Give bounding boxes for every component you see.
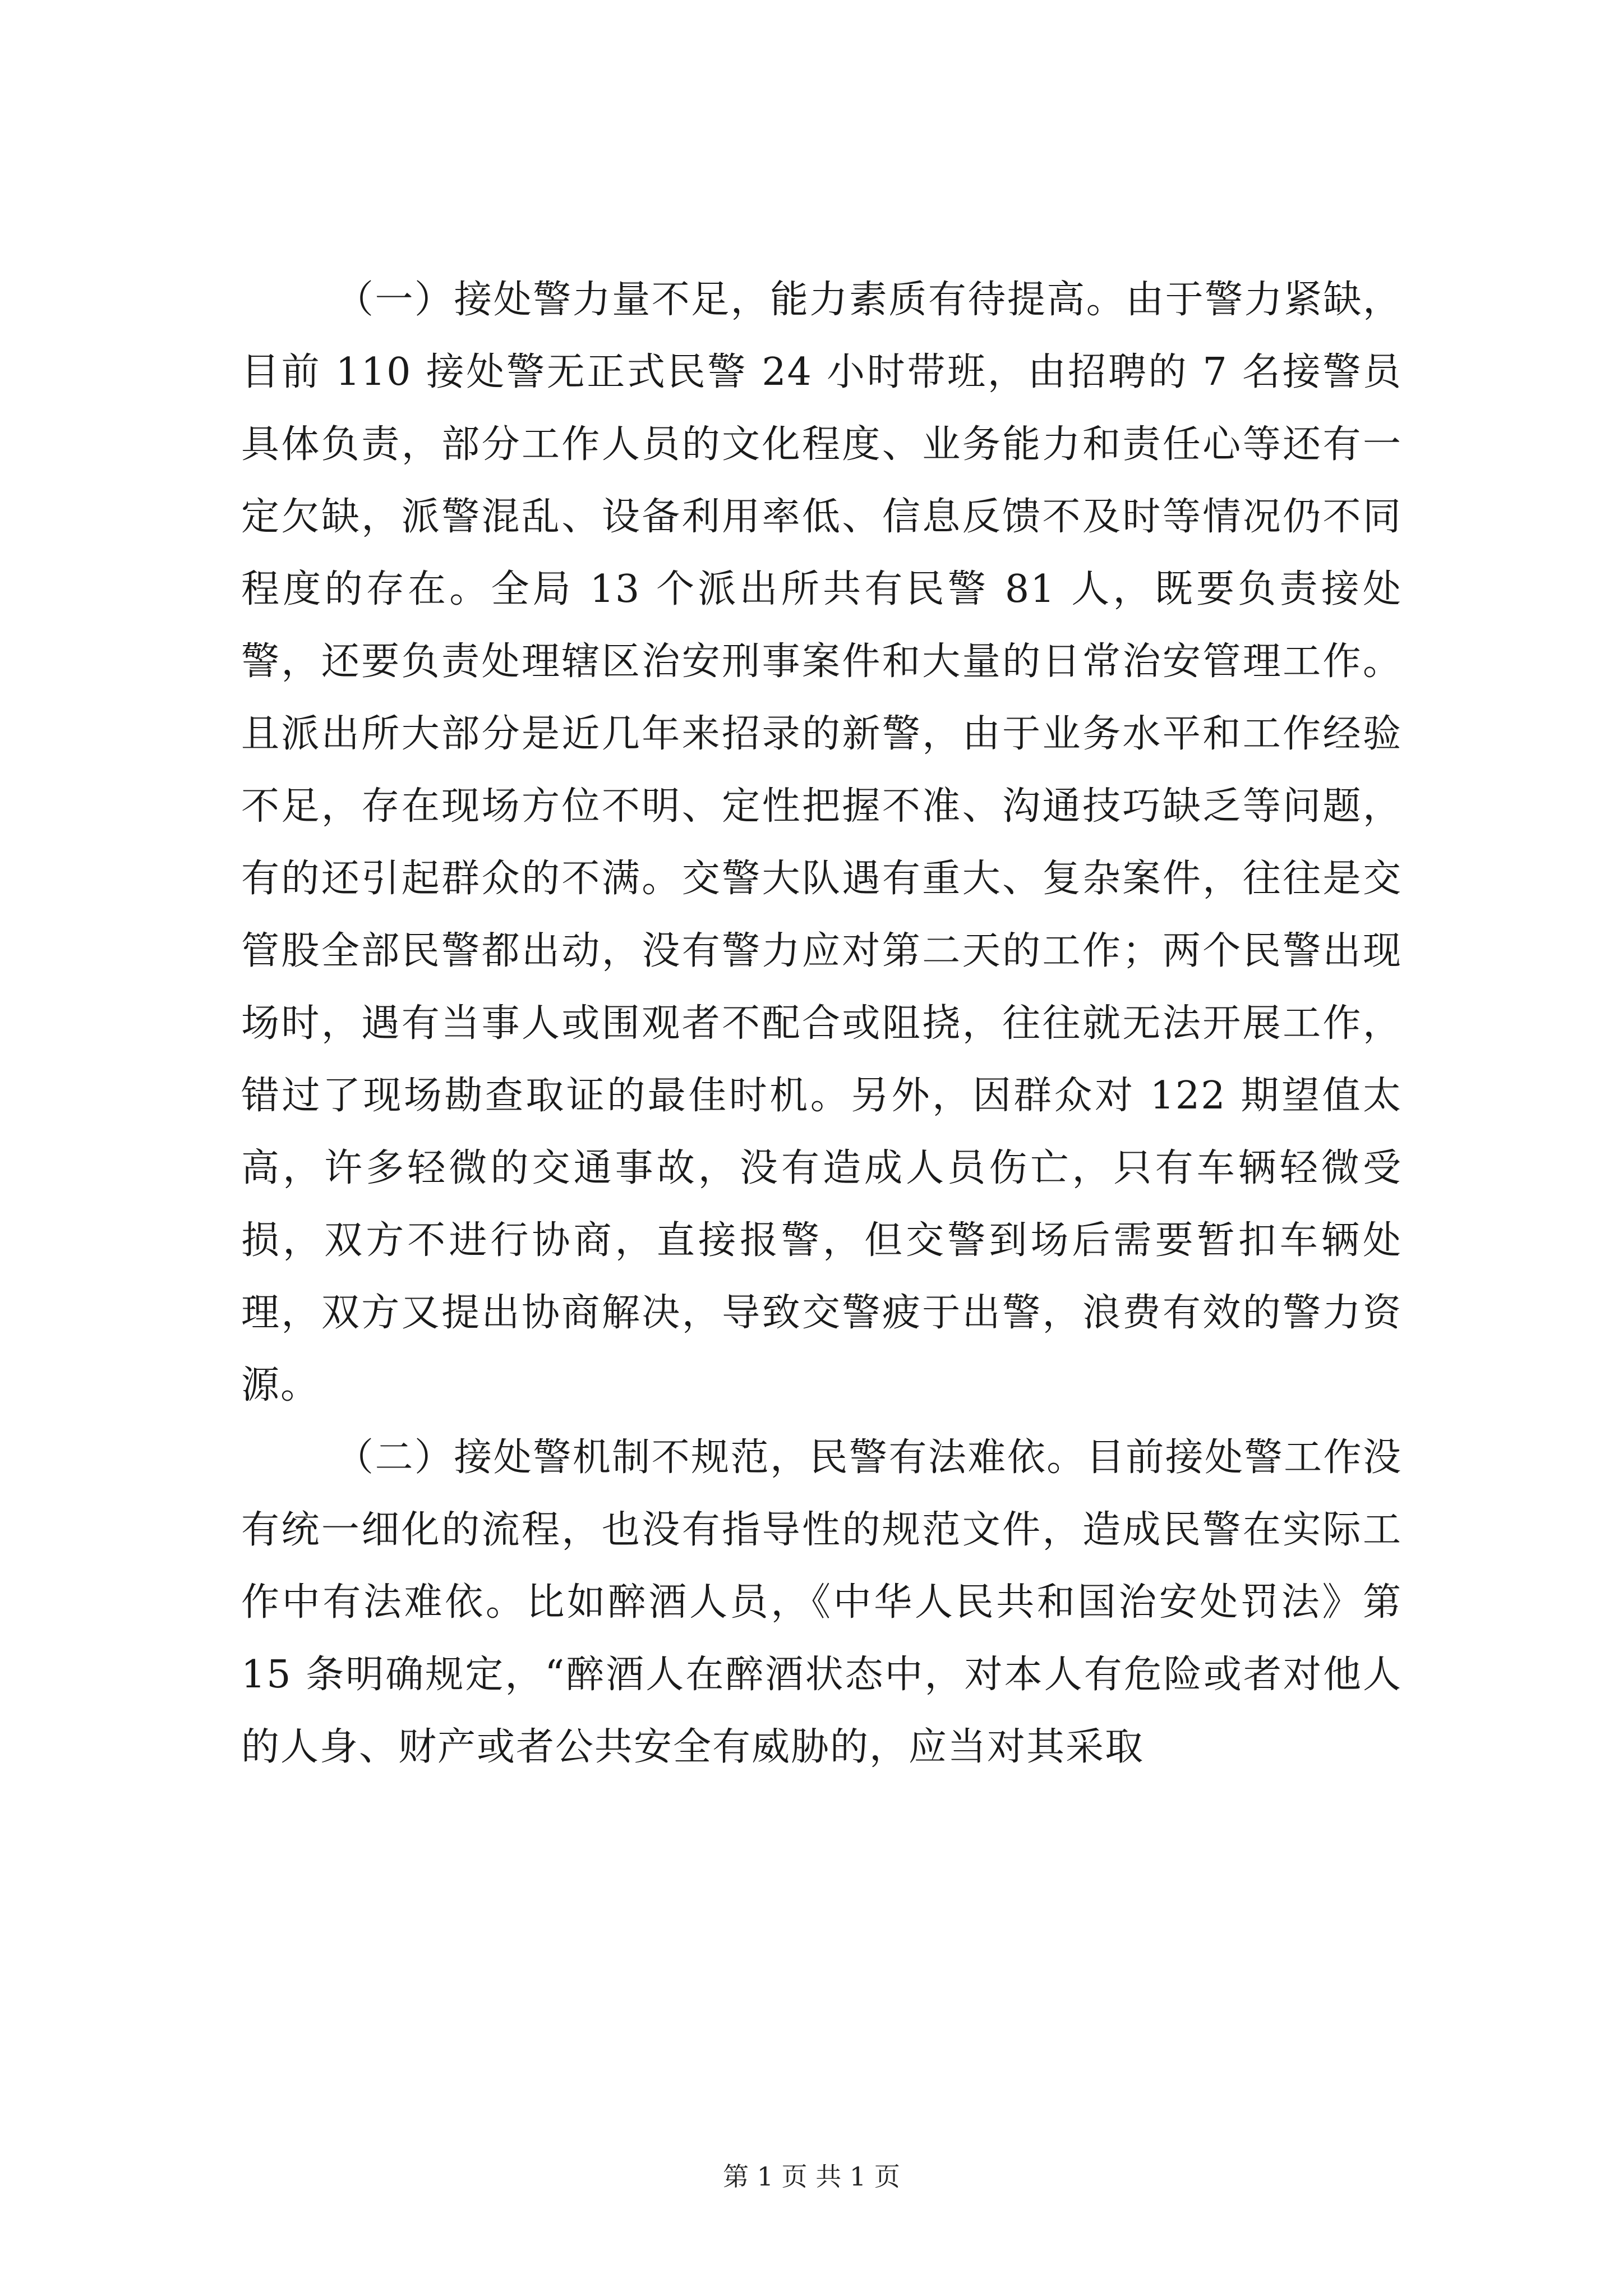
page-footer: 第 1 页 共 1 页 <box>723 2161 900 2192</box>
document-body <box>241 264 1402 1783</box>
paragraph-2: （二）接处警机制不规范，民警有法难依。目前接处警工作没有统一细化的流程，也没有指导性的规范文件，造成民警在实际工作中有法难依。比如醉酒人员，《中华人民共和国治安处罚法》第 15 条明确规定，“醉酒人在醉酒状态中，对本人有危险或者对他人的人身、财产或者公共安全有威胁的，应当对其采取 <box>241 1435 1402 1769</box>
paragraph-1: （一）接处警力量不足，能力素质有待提高。由于警力紧缺，目前 110 接处警无正式民警 24 小时带班，由招聘的 7 名接警员具体负责，部分工作人员的文化程度、业务能力和责任心等还有一定欠缺，派警混乱、设备利用率低、信息反馈不及时等情况仍不同程度的存在。全局 13 个派出所共有民警 81 人，既要负责接处警，还要负责处理辖区治安刑事案件和大量的日常治安管理工作。且派出所大部分是近几年来招录的新警，由于业务水平和工作经验不足，存在现场方位不明、定性把握不准、沟通技巧缺乏等问题，有的还引起群众的不满。交警大队遇有重大、复杂案件，往往是交管股全部民警都出动，没有警力应对第二天的工作；两个民警出现场时，遇有当事人或围观者不配合或阻挠，往往就无法开展工作，错过了现场勘查取证的最佳时机。另外，因群众对 122 期望值太高，许多轻微的交通事故，没有造成人员伤亡，只有车辆轻微受损，双方不进行协商，直接报警，但交警到场后需要暂扣车辆处理，双方又提出协商解决，导致交警疲于出警，浪费有效的警力资源。 <box>241 278 1402 1407</box>
